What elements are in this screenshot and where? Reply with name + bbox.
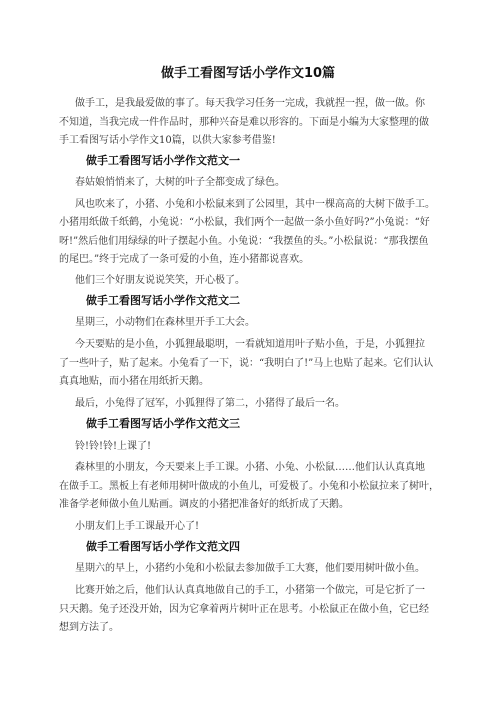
paragraph-line: 只天鹅。兔子还没开始，因为它拿着两片树叶正在思考。小松鼠正在做小鱼，它已经 [59,604,429,615]
paragraph-line: 春姑娘悄悄来了，大树的叶子全都变成了绿色。 [75,177,285,188]
paragraph-line: 铃!铃!铃!上课了! [75,441,152,452]
section-heading: 做手工看图写话小学作文范文二 [86,294,240,307]
paragraph-line: 准备学老师做小鱼儿贴画。调皮的小猪把准备好的纸折成了天鹅。 [59,499,349,510]
paragraph-line: 小猪用纸做千纸鹤，小兔说：“小松鼠，我们两个一起做一条小鱼好吗?”小兔说：“好 [59,217,430,228]
paragraph-line: 真真地贴，而小猪在用纸折天鹅。 [59,376,209,387]
intro-line: 不知道，当我完成一件作品时，那种兴奋是难以形容的。下面是小编为大家整理的做 [59,117,429,128]
intro-line: 手工看图写话小学作文10篇，以供大家参考借鉴! [59,135,276,146]
section-heading: 做手工看图写话小学作文范文一 [86,154,240,167]
paragraph-line: 今天要贴的是小鱼，小狐狸最聪明，一看就知道用叶子贴小鱼，于是，小狐狸拉 [75,339,425,350]
paragraph-line: 的尾巴。”终于完成了一条可爱的小鱼，连小猪都说喜欢。 [59,254,310,265]
paragraph-line: 小朋友们上手工课最开心了! [75,521,200,532]
paragraph-line: 他们三个好朋友说说笑笑，开心极了。 [75,275,245,286]
paragraph-line: 呀!”然后他们用绿绿的叶子摆起小鱼。小兔说：“我摆鱼的头。”小松鼠说：“那我摆鱼 [59,236,429,247]
paragraph-line: 在做手工。黑板上有老师用树叶做成的小鱼儿，可爱极了。小兔和小松鼠拉来了树叶， [59,481,439,492]
paragraph-line: 星期三，小动物们在森林里开手工大会。 [75,317,255,328]
section-heading: 做手工看图写话小学作文范文三 [86,417,240,430]
intro-line: 做手工，是我最爱做的事了。每天我学习任务一完成，我就捏一捏，做一做。你 [75,98,425,109]
paragraph-line: 最后，小兔得了冠军，小狐狸得了第二，小猪得了最后一名。 [75,398,345,409]
paragraph-line: 想到方法了。 [59,622,119,633]
paragraph-line: 风也吹来了，小猪、小兔和小松鼠来到了公园里，其中一棵高高的大树下做手工。 [75,199,435,210]
paragraph-line: 森林里的小朋友，今天要来上手工课。小猪、小兔、小松鼠……他们认认真真地 [75,462,425,473]
section-heading: 做手工看图写话小学作文范文四 [86,540,240,553]
document-title: 做手工看图写话小学作文10篇 [160,66,336,81]
paragraph-line: 比赛开始之后，他们认认真真地做自己的手工，小猪第一个做完，可是它折了一 [75,585,425,596]
paragraph-line: 了一些叶子，贴了起来。小兔看了一下，说：“我明白了!”马上也贴了起来。它们认认 [59,358,434,369]
paragraph-line: 星期六的早上，小猪约小兔和小松鼠去参加做手工大赛，他们要用树叶做小鱼。 [75,563,425,574]
